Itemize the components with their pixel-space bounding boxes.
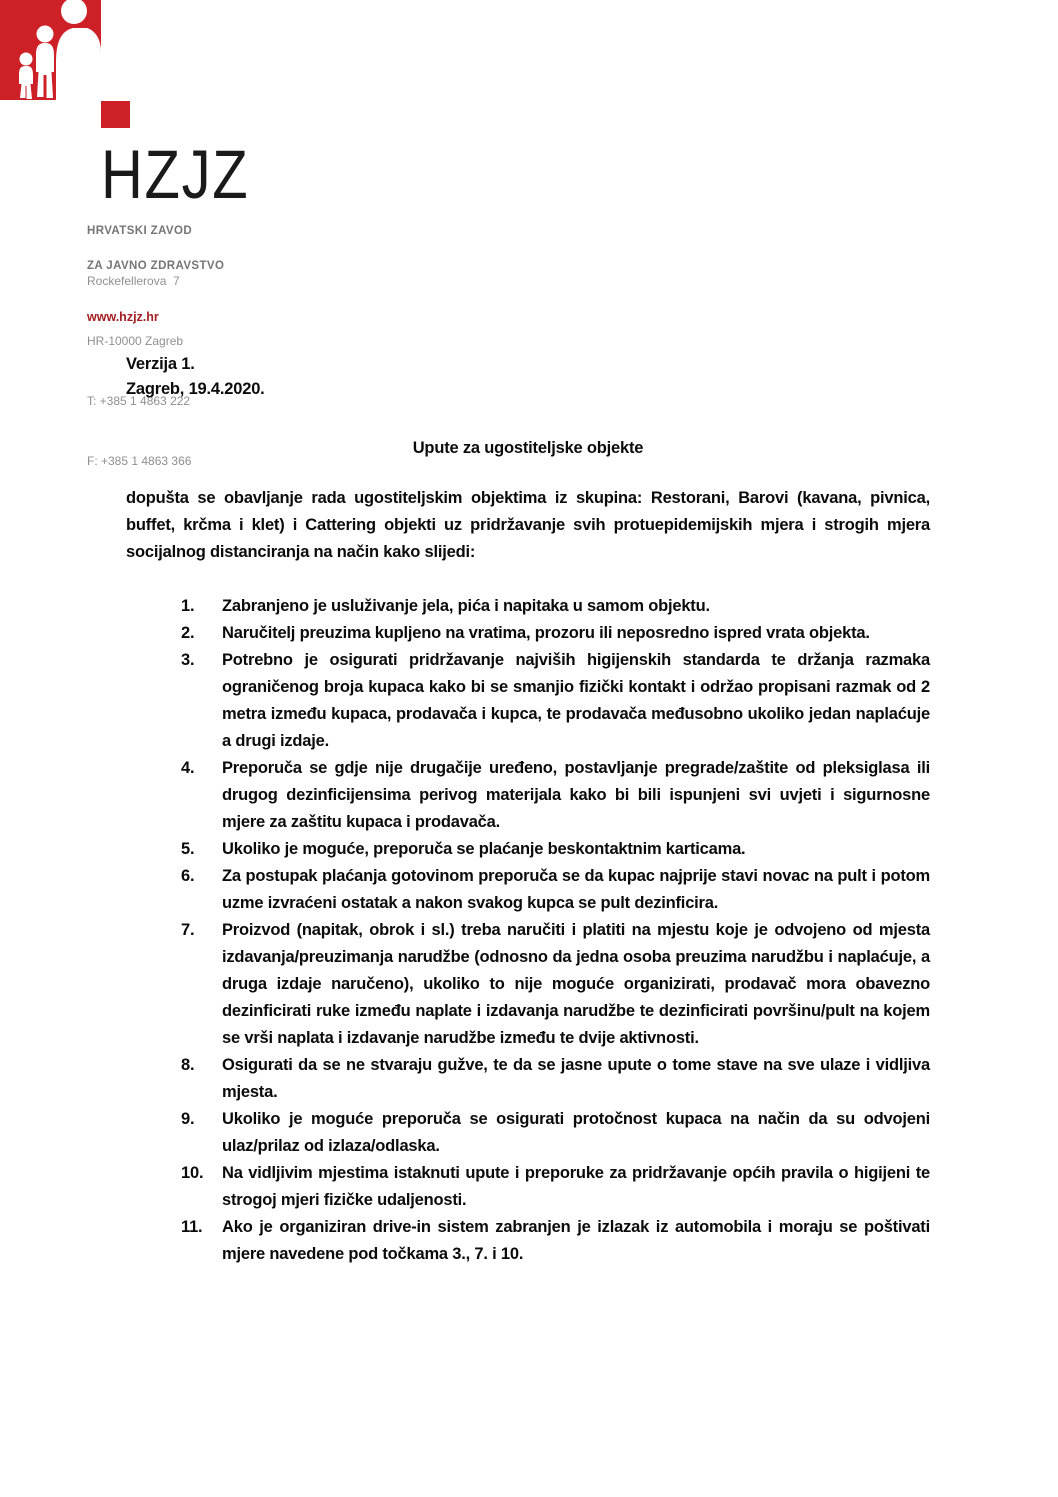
- intro-paragraph: dopušta se obavljanje rada ugostiteljskim objektima iz skupina: Restorani, Barovi (kavana, pivnica, buffet, krčma i klet) i Cattering objekti uz pridržavanje svih protuepidemijskih mjera i strogih mjera socijalnog distanciranja na način kako slijedi:: [126, 489, 930, 561]
- org-name-line1: HRVATSKI ZAVOD: [87, 225, 193, 237]
- list-item-number: 11.: [181, 1218, 203, 1236]
- list-item-text: Ako je organiziran drive-in sistem zabranjen je izlazak iz automobila i moraju se poštivati mjere navedene pod točkama 3., 7. i 10.: [222, 1218, 944, 1263]
- list-item: [181, 755, 935, 836]
- list-item-text: Proizvod (napitak, obrok i sl.) treba naručiti i platiti na mjestu koje je odvojeno od mjesta izdavanja/preuzimanja narudžbe (odnosno da jedna osoba preuzima narudžbu i naplaćuje, a druga izdaje naručeno), ukoliko to nije moguće organizirati, prodavač mora obavezno dezinficirati ruke između naplate i izdavanja narudžbe te dezinficirati površinu/pult na kojem se vrši naplata i izdavanje narudžbe između te dvije aktivnosti.: [222, 921, 935, 1047]
- list-item-number: 6.: [181, 867, 195, 885]
- list-item: [181, 1214, 944, 1268]
- adult-body-silhouette: [56, 28, 101, 100]
- list-item-text: Za postupak plaćanja gotovinom preporuča se da kupac najprije stavi novac na pult i potom uzme izvraćeni ostatak a nakon svakog kupca se pult dezinficira.: [222, 867, 935, 912]
- list-item: [181, 647, 935, 755]
- list-item-number: 1.: [181, 597, 195, 615]
- document-title: Upute za ugostiteljske objekte: [412, 439, 644, 457]
- list-item: [181, 917, 935, 1052]
- list-item: [181, 1106, 935, 1160]
- logo-small-red-square: [101, 101, 130, 128]
- org-name-line2: ZA JAVNO ZDRAVSTVO: [87, 259, 225, 272]
- list-item-number: 10.: [181, 1164, 204, 1182]
- list-item-text: Preporuča se gdje nije drugačije uređeno, postavljanje pregrade/zaštite od pleksiglasa ili drugog dezinficijensima perivog materijala kako bi bili ispunjeni svi uvjeti i sigurnosne mjere za zaštitu kupaca i prodavača.: [222, 759, 935, 831]
- street-line: Rockefellerova 7: [87, 274, 180, 288]
- teen-head-silhouette: [37, 26, 54, 43]
- list-item-number: 5.: [181, 840, 195, 858]
- fax-line: F: +385 1 4863 366: [87, 454, 192, 468]
- list-item-text: Na vidljivim mjestima istaknuti upute i preporuke za pridržavanje općih pravila o higijeni te strogoj mjeri fizičke udaljenosti.: [222, 1164, 935, 1209]
- list-item-number: 9.: [181, 1110, 195, 1128]
- list-item-text: Osigurati da se ne stvaraju gužve, te da se jasne upute o tome stave na sve ulaze i vidljiva mjesta.: [222, 1056, 935, 1101]
- instructions-list: [126, 593, 944, 1268]
- list-item-number: 2.: [181, 624, 195, 642]
- list-item-text: Naručitelj preuzima kupljeno na vratima, prozoru ili neposredno ispred vrata objekta.: [222, 624, 870, 642]
- date-line: Zagreb, 19.4.2020.: [126, 380, 265, 398]
- list-item: [181, 1052, 935, 1106]
- version-line: Verzija 1.: [126, 355, 195, 373]
- website-link[interactable]: www.hzjz.hr: [87, 310, 159, 324]
- list-item-text: Ukoliko je moguće, preporuča se plaćanje beskontaktnim karticama.: [222, 840, 746, 858]
- city-line: HR-10000 Zagreb: [87, 334, 184, 348]
- meta-block: [126, 352, 930, 402]
- list-item: [181, 836, 930, 863]
- list-item-number: 3.: [181, 651, 195, 669]
- document-content: [126, 352, 944, 1268]
- logo-acronym: HZJZ: [101, 136, 250, 213]
- list-item-text: Potrebno je osigurati pridržavanje najviših higijenskih standarda te držanja razmaka ograničenog broja kupaca kako bi se smanjio fizički kontakt i održao propisani razmak od 2 metra između kupaca, prodavača i kupca, te prodavača međusobno ukoliko jedan naplaćuje a drugi izdaje.: [222, 651, 935, 750]
- list-item: [181, 620, 930, 647]
- list-item: [181, 863, 935, 917]
- list-item-text: Ukoliko je moguće preporuča se osigurati protočnost kupaca na način da su odvojeni ulaz/prilaz od izlaza/odlaska.: [222, 1110, 935, 1155]
- phone-line: T: +385 1 4863 222: [87, 394, 191, 408]
- list-item-number: 4.: [181, 759, 195, 777]
- list-item-number: 7.: [181, 921, 195, 939]
- list-item-number: 8.: [181, 1056, 195, 1074]
- list-item: [181, 593, 930, 620]
- hzjz-family-silhouette-logo: [0, 0, 132, 132]
- child-head-silhouette: [20, 53, 33, 66]
- list-item: [181, 1160, 935, 1214]
- list-item-text: Zabranjeno je usluživanje jela, pića i napitaka u samom objektu.: [222, 597, 710, 615]
